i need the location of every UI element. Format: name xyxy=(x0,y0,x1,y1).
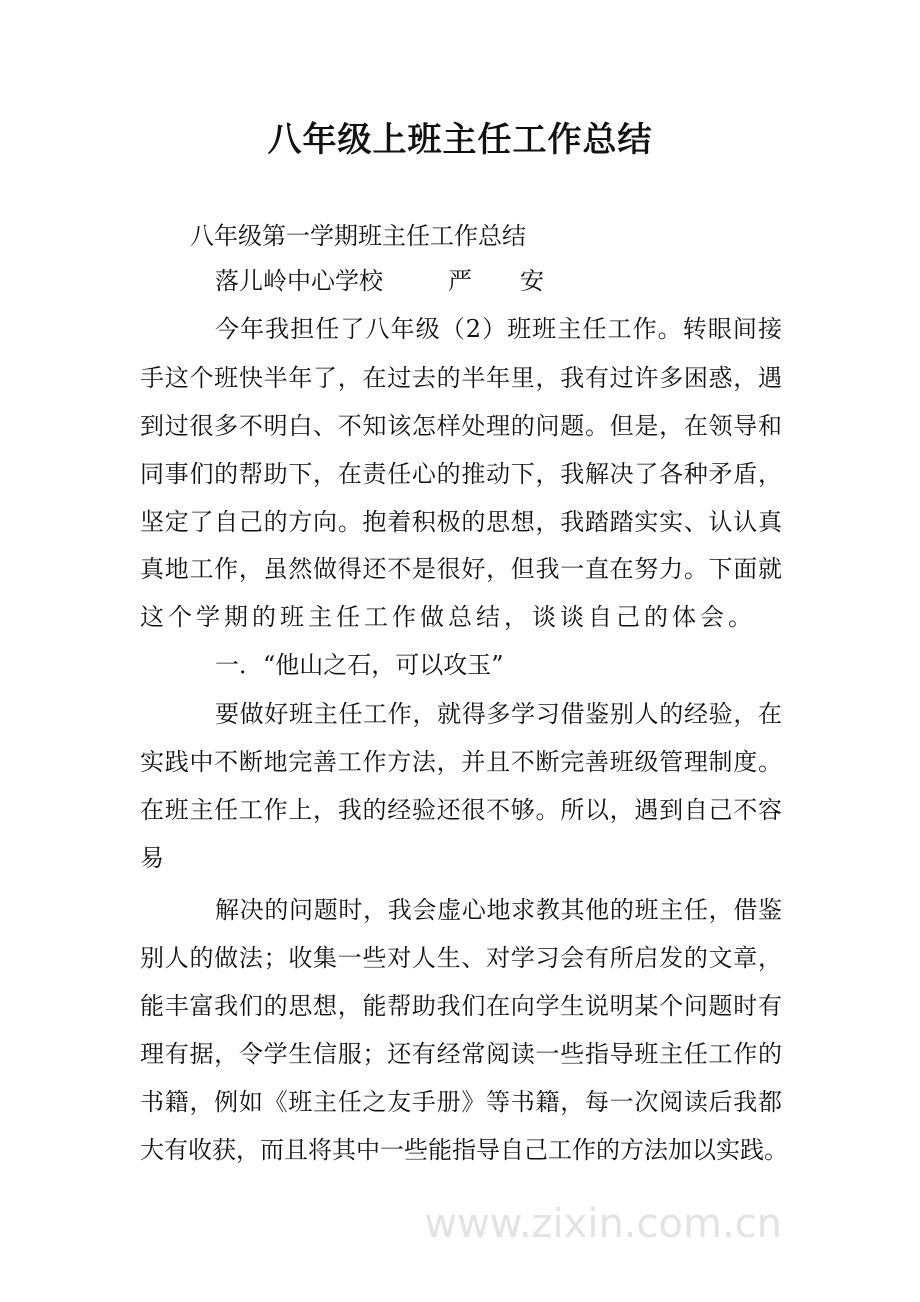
paragraph-line: 解决的问题时，我会虚心地求教其他的班主任，借鉴 xyxy=(215,896,782,924)
school-name: 落儿岭中心学校 xyxy=(215,267,383,295)
paragraph-line: 真地工作，虽然做得还不是很好，但我一直在努力。下面就 xyxy=(140,555,782,583)
paragraph-line: 实践中不断地完善工作方法，并且不断完善班级管理制度。 xyxy=(140,748,782,776)
paragraph-line: 同事们的帮助下，在责任心的推动下，我解决了各种矛盾， xyxy=(140,460,782,488)
document-title: 八年级上班主任工作总结 xyxy=(267,120,653,160)
paragraph-line: 今年我担任了八年级（2）班班主任工作。转眼间接 xyxy=(215,315,782,343)
watermark: www.zixin.com.cn xyxy=(424,1201,782,1247)
paragraph-line: 这个学期的班主任工作做总结，谈谈自己的体会。 xyxy=(140,603,756,631)
paragraph-line: 到过很多不明白、不知该怎样处理的问题。但是，在领导和 xyxy=(140,412,782,440)
section-heading: 一．“他山之石，可以攻玉” xyxy=(215,651,504,679)
paragraph-line: 手这个班快半年了，在过去的半年里，我有过许多困惑，遇 xyxy=(140,364,782,392)
paragraph-line: 能丰富我们的思想，能帮助我们在向学生说明某个问题时有 xyxy=(140,992,782,1020)
paragraph-line: 书籍，例如《班主任之友手册》等书籍，每一次阅读后我都 xyxy=(140,1088,782,1116)
paragraph-line: 要做好班主任工作，就得多学习借鉴别人的经验，在 xyxy=(215,700,782,728)
subtitle: 八年级第一学期班主任工作总结 xyxy=(190,222,526,250)
paragraph-line: 理有据，令学生信服；还有经常阅读一些指导班主任工作的 xyxy=(140,1040,782,1068)
paragraph-line: 易 xyxy=(140,844,164,872)
paragraph-line: 大有收获，而且将其中一些能指导自己工作的方法加以实践。 xyxy=(140,1136,788,1164)
author-name: 严 安 xyxy=(448,267,544,295)
paragraph-line: 在班主任工作上，我的经验还很不够。所以，遇到自己不容 xyxy=(140,796,782,824)
paragraph-line: 坚定了自己的方向。抱着积极的思想，我踏踏实实、认认真 xyxy=(140,508,782,536)
paragraph-line: 别人的做法；收集一些对人生、对学习会有所启发的文章， xyxy=(140,944,782,972)
